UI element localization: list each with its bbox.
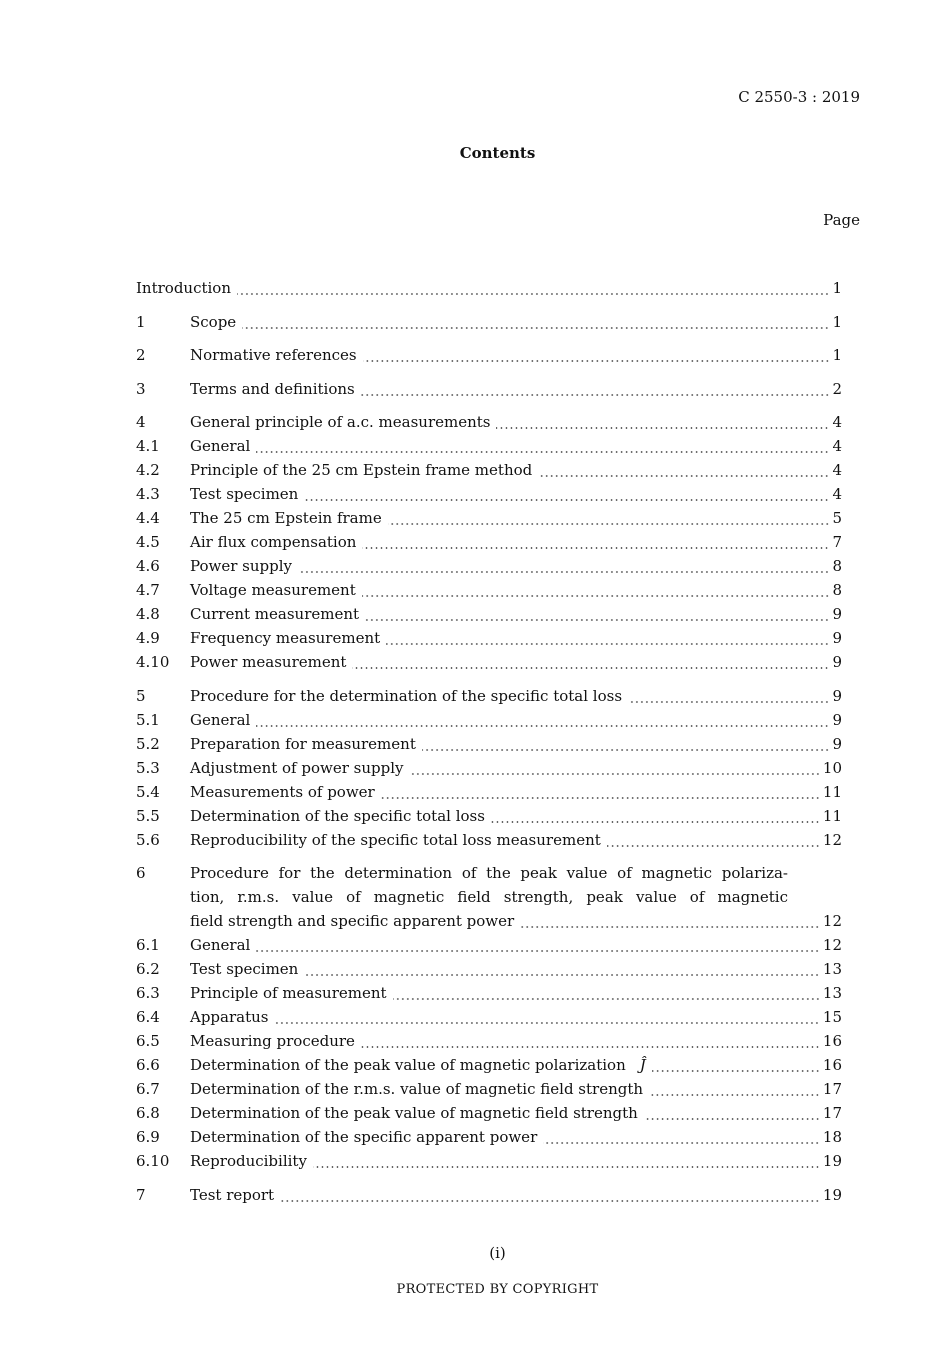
dot-leader — [304, 974, 820, 976]
dot-leader — [388, 523, 830, 525]
toc-entry-page: 1 — [832, 346, 842, 364]
toc-entry-title: Voltage measurement — [190, 581, 356, 599]
toc-entry[interactable] — [136, 1077, 842, 1101]
toc-group-2 — [136, 343, 842, 367]
dot-leader — [361, 1046, 820, 1048]
toc-entry-number: 5 — [136, 686, 146, 705]
toc-entry-title: Measurements of power — [190, 782, 375, 801]
toc-entry-page: 13 — [822, 960, 842, 978]
toc-entry-number: 2 — [136, 346, 146, 364]
toc-entry-number: 4.9 — [136, 629, 160, 647]
polarization-symbol: Ĵ — [639, 1056, 646, 1074]
toc-entry-title-line: field strength and specific apparent power — [190, 912, 515, 930]
toc-entry-number: 6.3 — [136, 984, 160, 1002]
toc-entry-page: 12 — [822, 912, 842, 930]
toc-entry-title: Scope — [190, 312, 237, 331]
dot-leader — [520, 926, 820, 928]
toc-entry-title-line: Procedure for the determination of the peak value of magnetic polariza- — [190, 864, 788, 882]
dot-leader — [628, 701, 829, 703]
toc-entry-page: 4 — [832, 413, 842, 431]
toc-entry[interactable] — [136, 1101, 842, 1125]
dot-leader — [644, 1118, 820, 1120]
toc-entry-number: 6.5 — [136, 1032, 160, 1050]
toc-entry-title: Determination of the specific total loss — [190, 806, 485, 825]
toc-entry-number: 6.4 — [136, 1008, 160, 1026]
toc-group-3 — [136, 377, 842, 401]
toc-entry-page: 4 — [832, 437, 842, 455]
toc-entry-page: 13 — [822, 984, 842, 1002]
dot-leader — [422, 749, 830, 751]
dot-leader — [313, 1166, 820, 1168]
dot-leader — [237, 293, 829, 295]
toc-entry[interactable] — [136, 828, 842, 852]
toc-entry-page: 17 — [822, 1104, 842, 1122]
toc-entry-number: 1 — [136, 312, 146, 331]
toc-entry[interactable] — [136, 1053, 842, 1077]
toc-entry-title: General principle of a.c. measurements — [190, 413, 491, 431]
toc-entry-number: 4.6 — [136, 557, 160, 575]
toc-entry-number: 4.7 — [136, 581, 160, 599]
toc-entry[interactable] — [136, 602, 842, 626]
toc-entry-page: 18 — [822, 1128, 842, 1146]
dot-leader — [304, 499, 829, 501]
standard-code: C 2550-3 : 2019 — [738, 88, 860, 106]
toc-entry-number: 6.1 — [136, 936, 160, 954]
toc-entry-page: 7 — [832, 533, 842, 551]
toc-entry-title: Current measurement — [190, 605, 360, 623]
toc-entry-title: Reproducibility — [190, 1152, 307, 1170]
toc-entry-number: 6 — [136, 864, 146, 882]
toc-entry-page: 11 — [822, 806, 842, 825]
toc-group-1 — [136, 310, 842, 334]
toc-entry-title: Apparatus — [190, 1008, 269, 1026]
toc-entry-page: 10 — [822, 758, 842, 777]
toc-entry-page: 12 — [822, 830, 842, 849]
dot-leader — [649, 1094, 820, 1096]
toc-entry-title: Principle of measurement — [190, 984, 387, 1002]
page-title: Contents — [459, 144, 536, 162]
toc-entry-number: 6.6 — [136, 1056, 160, 1074]
toc-entry-introduction[interactable] — [136, 276, 842, 300]
dot-leader — [538, 475, 829, 477]
toc-entry[interactable] — [136, 981, 842, 1005]
toc-group-6 — [136, 861, 842, 1173]
dot-leader — [393, 998, 820, 1000]
toc-entry-page: 1 — [832, 279, 842, 297]
toc-entry-number: 6.9 — [136, 1128, 160, 1146]
toc-entry-title: Principle of the 25 cm Epstein frame method — [190, 461, 533, 479]
toc-entry[interactable] — [136, 458, 842, 482]
toc-entry[interactable] — [136, 684, 842, 708]
toc-entry-title-line: tion, r.m.s. value of magnetic field strength, peak value of magnetic — [190, 888, 788, 906]
toc-entry-title: Measuring procedure — [190, 1032, 355, 1050]
toc-entry-page: 12 — [822, 936, 842, 954]
toc-entry-page: 9 — [832, 686, 842, 705]
dot-leader — [352, 667, 829, 669]
toc-entry-number: 4.8 — [136, 605, 160, 623]
toc-entry-title: Procedure for the determination of the specific total loss — [190, 686, 623, 705]
toc-entry-page: 9 — [832, 734, 842, 753]
dot-leader — [256, 950, 820, 952]
toc-entry-page: 19 — [822, 1185, 842, 1204]
toc-entry-number: 6.8 — [136, 1104, 160, 1122]
toc-entry-page: 15 — [822, 1008, 842, 1026]
toc-entry-number: 4.3 — [136, 485, 160, 503]
toc-entry-page: 11 — [822, 782, 842, 801]
toc-entry-title: Normative references — [190, 346, 357, 364]
toc-entry-title: General — [190, 437, 251, 455]
toc-entry[interactable] — [136, 1125, 842, 1149]
toc-entry[interactable] — [136, 756, 842, 780]
dot-leader — [274, 1022, 819, 1024]
toc-entry-number: 5.2 — [136, 734, 160, 753]
toc-entry-title: The 25 cm Epstein frame — [190, 509, 382, 527]
dot-leader — [386, 643, 829, 645]
toc-entry-page: 9 — [832, 710, 842, 729]
dot-leader — [365, 619, 829, 621]
toc-entry[interactable] — [136, 1029, 842, 1053]
toc-entry-number: 5.3 — [136, 758, 160, 777]
toc-entry[interactable] — [136, 708, 842, 732]
toc-entry-page: 19 — [822, 1152, 842, 1170]
toc-entry-page: 16 — [822, 1056, 842, 1074]
toc-entry-title: Test specimen — [190, 485, 299, 503]
toc-entry[interactable] — [136, 1005, 842, 1029]
dot-leader — [363, 360, 830, 362]
toc-entry[interactable] — [136, 482, 842, 506]
dot-leader — [652, 1070, 820, 1072]
toc-group-5 — [136, 684, 842, 852]
toc-entry-title: Determination of the peak value of magnetic polarization — [190, 1056, 626, 1074]
dot-leader — [496, 427, 829, 429]
toc-entry[interactable] — [136, 410, 842, 434]
toc-entry-title: Test report — [190, 1185, 275, 1204]
toc-group-7 — [136, 1183, 842, 1207]
toc-entry-number: 6.7 — [136, 1080, 160, 1098]
toc-entry-number: 5.5 — [136, 806, 160, 825]
dot-leader — [607, 845, 820, 847]
toc-entry-page: 1 — [832, 312, 842, 331]
toc-entry[interactable] — [136, 650, 842, 674]
toc-entry-title: Power measurement — [190, 653, 347, 671]
toc-entry[interactable] — [136, 933, 842, 957]
dot-leader — [410, 773, 820, 775]
dot-leader — [362, 595, 830, 597]
toc-entry-number: 5.6 — [136, 830, 160, 849]
toc-entry-title: Power supply — [190, 557, 293, 575]
toc-entry[interactable] — [136, 506, 842, 530]
dot-leader — [381, 797, 820, 799]
toc-entry-multiline[interactable] — [136, 861, 842, 933]
toc-entry-page: 9 — [832, 653, 842, 671]
toc-entry[interactable] — [136, 1149, 842, 1173]
toc-entry[interactable] — [136, 530, 842, 554]
toc-entry-number: 6.2 — [136, 960, 160, 978]
toc-entry-page: 9 — [832, 629, 842, 647]
toc-entry[interactable] — [136, 626, 842, 650]
copyright-notice: PROTECTED BY COPYRIGHT — [396, 1282, 599, 1297]
toc-entry-number: 4.2 — [136, 461, 160, 479]
toc-entry-page: 8 — [832, 557, 842, 575]
toc-entry[interactable] — [136, 434, 842, 458]
dot-leader — [543, 1142, 820, 1144]
page-folio: (i) — [489, 1244, 506, 1262]
page-column-label: Page — [823, 211, 860, 229]
toc-entry-number: 3 — [136, 379, 146, 398]
toc-entry-title: General — [190, 710, 251, 729]
toc-entry-page: 17 — [822, 1080, 842, 1098]
toc-entry-page: 4 — [832, 461, 842, 479]
toc-entry[interactable] — [136, 377, 842, 401]
dot-leader — [361, 394, 830, 396]
toc-entry-number: 6.10 — [136, 1152, 170, 1170]
toc-entry-title: Determination of the r.m.s. value of magnetic field strength — [190, 1080, 644, 1098]
dot-leader — [242, 327, 829, 329]
toc-entry[interactable] — [136, 310, 842, 334]
toc-entry-title: Test specimen — [190, 960, 299, 978]
dot-leader — [362, 547, 829, 549]
toc-entry[interactable] — [136, 578, 842, 602]
toc-entry-number: 4 — [136, 413, 146, 431]
toc-entry-page: 8 — [832, 581, 842, 599]
dot-leader — [256, 451, 829, 453]
toc-entry[interactable] — [136, 780, 842, 804]
toc-entry-number: 4.10 — [136, 653, 170, 671]
dot-leader — [256, 725, 829, 727]
toc-entry[interactable] — [136, 343, 842, 367]
toc-entry-page: 4 — [832, 485, 842, 503]
toc-group-4 — [136, 410, 842, 674]
toc-entry-page: 9 — [832, 605, 842, 623]
toc-entry-number: 7 — [136, 1185, 146, 1204]
toc-entry[interactable] — [136, 957, 842, 981]
toc-entry-page: 5 — [832, 509, 842, 527]
toc-entry-title: Air flux compensation — [190, 533, 357, 551]
toc-entry-title: Adjustment of power supply — [190, 758, 404, 777]
table-of-contents — [136, 276, 842, 1207]
toc-entry-number: 5.1 — [136, 710, 160, 729]
toc-entry[interactable] — [136, 804, 842, 828]
dot-leader — [280, 1200, 820, 1202]
toc-entry-page: 2 — [832, 379, 842, 398]
toc-entry-title: Reproducibility of the specific total loss measurement — [190, 830, 601, 849]
toc-entry[interactable] — [136, 1183, 842, 1207]
toc-entry-title: General — [190, 936, 251, 954]
toc-entry-title: Terms and definitions — [190, 379, 355, 398]
toc-entry-title: Introduction — [136, 279, 231, 297]
toc-entry-number: 4.4 — [136, 509, 160, 527]
toc-entry[interactable] — [136, 732, 842, 756]
toc-entry-page: 16 — [822, 1032, 842, 1050]
toc-entry-number: 4.1 — [136, 437, 160, 455]
dot-leader — [491, 821, 820, 823]
toc-entry-title: Determination of the peak value of magnetic field strength — [190, 1104, 638, 1122]
toc-entry-number: 4.5 — [136, 533, 160, 551]
toc-entry-title: Preparation for measurement — [190, 734, 416, 753]
toc-entry-title: Determination of the specific apparent power — [190, 1128, 538, 1146]
toc-entry[interactable] — [136, 554, 842, 578]
toc-entry-number: 5.4 — [136, 782, 160, 801]
dot-leader — [298, 571, 829, 573]
toc-entry-title: Frequency measurement — [190, 629, 381, 647]
